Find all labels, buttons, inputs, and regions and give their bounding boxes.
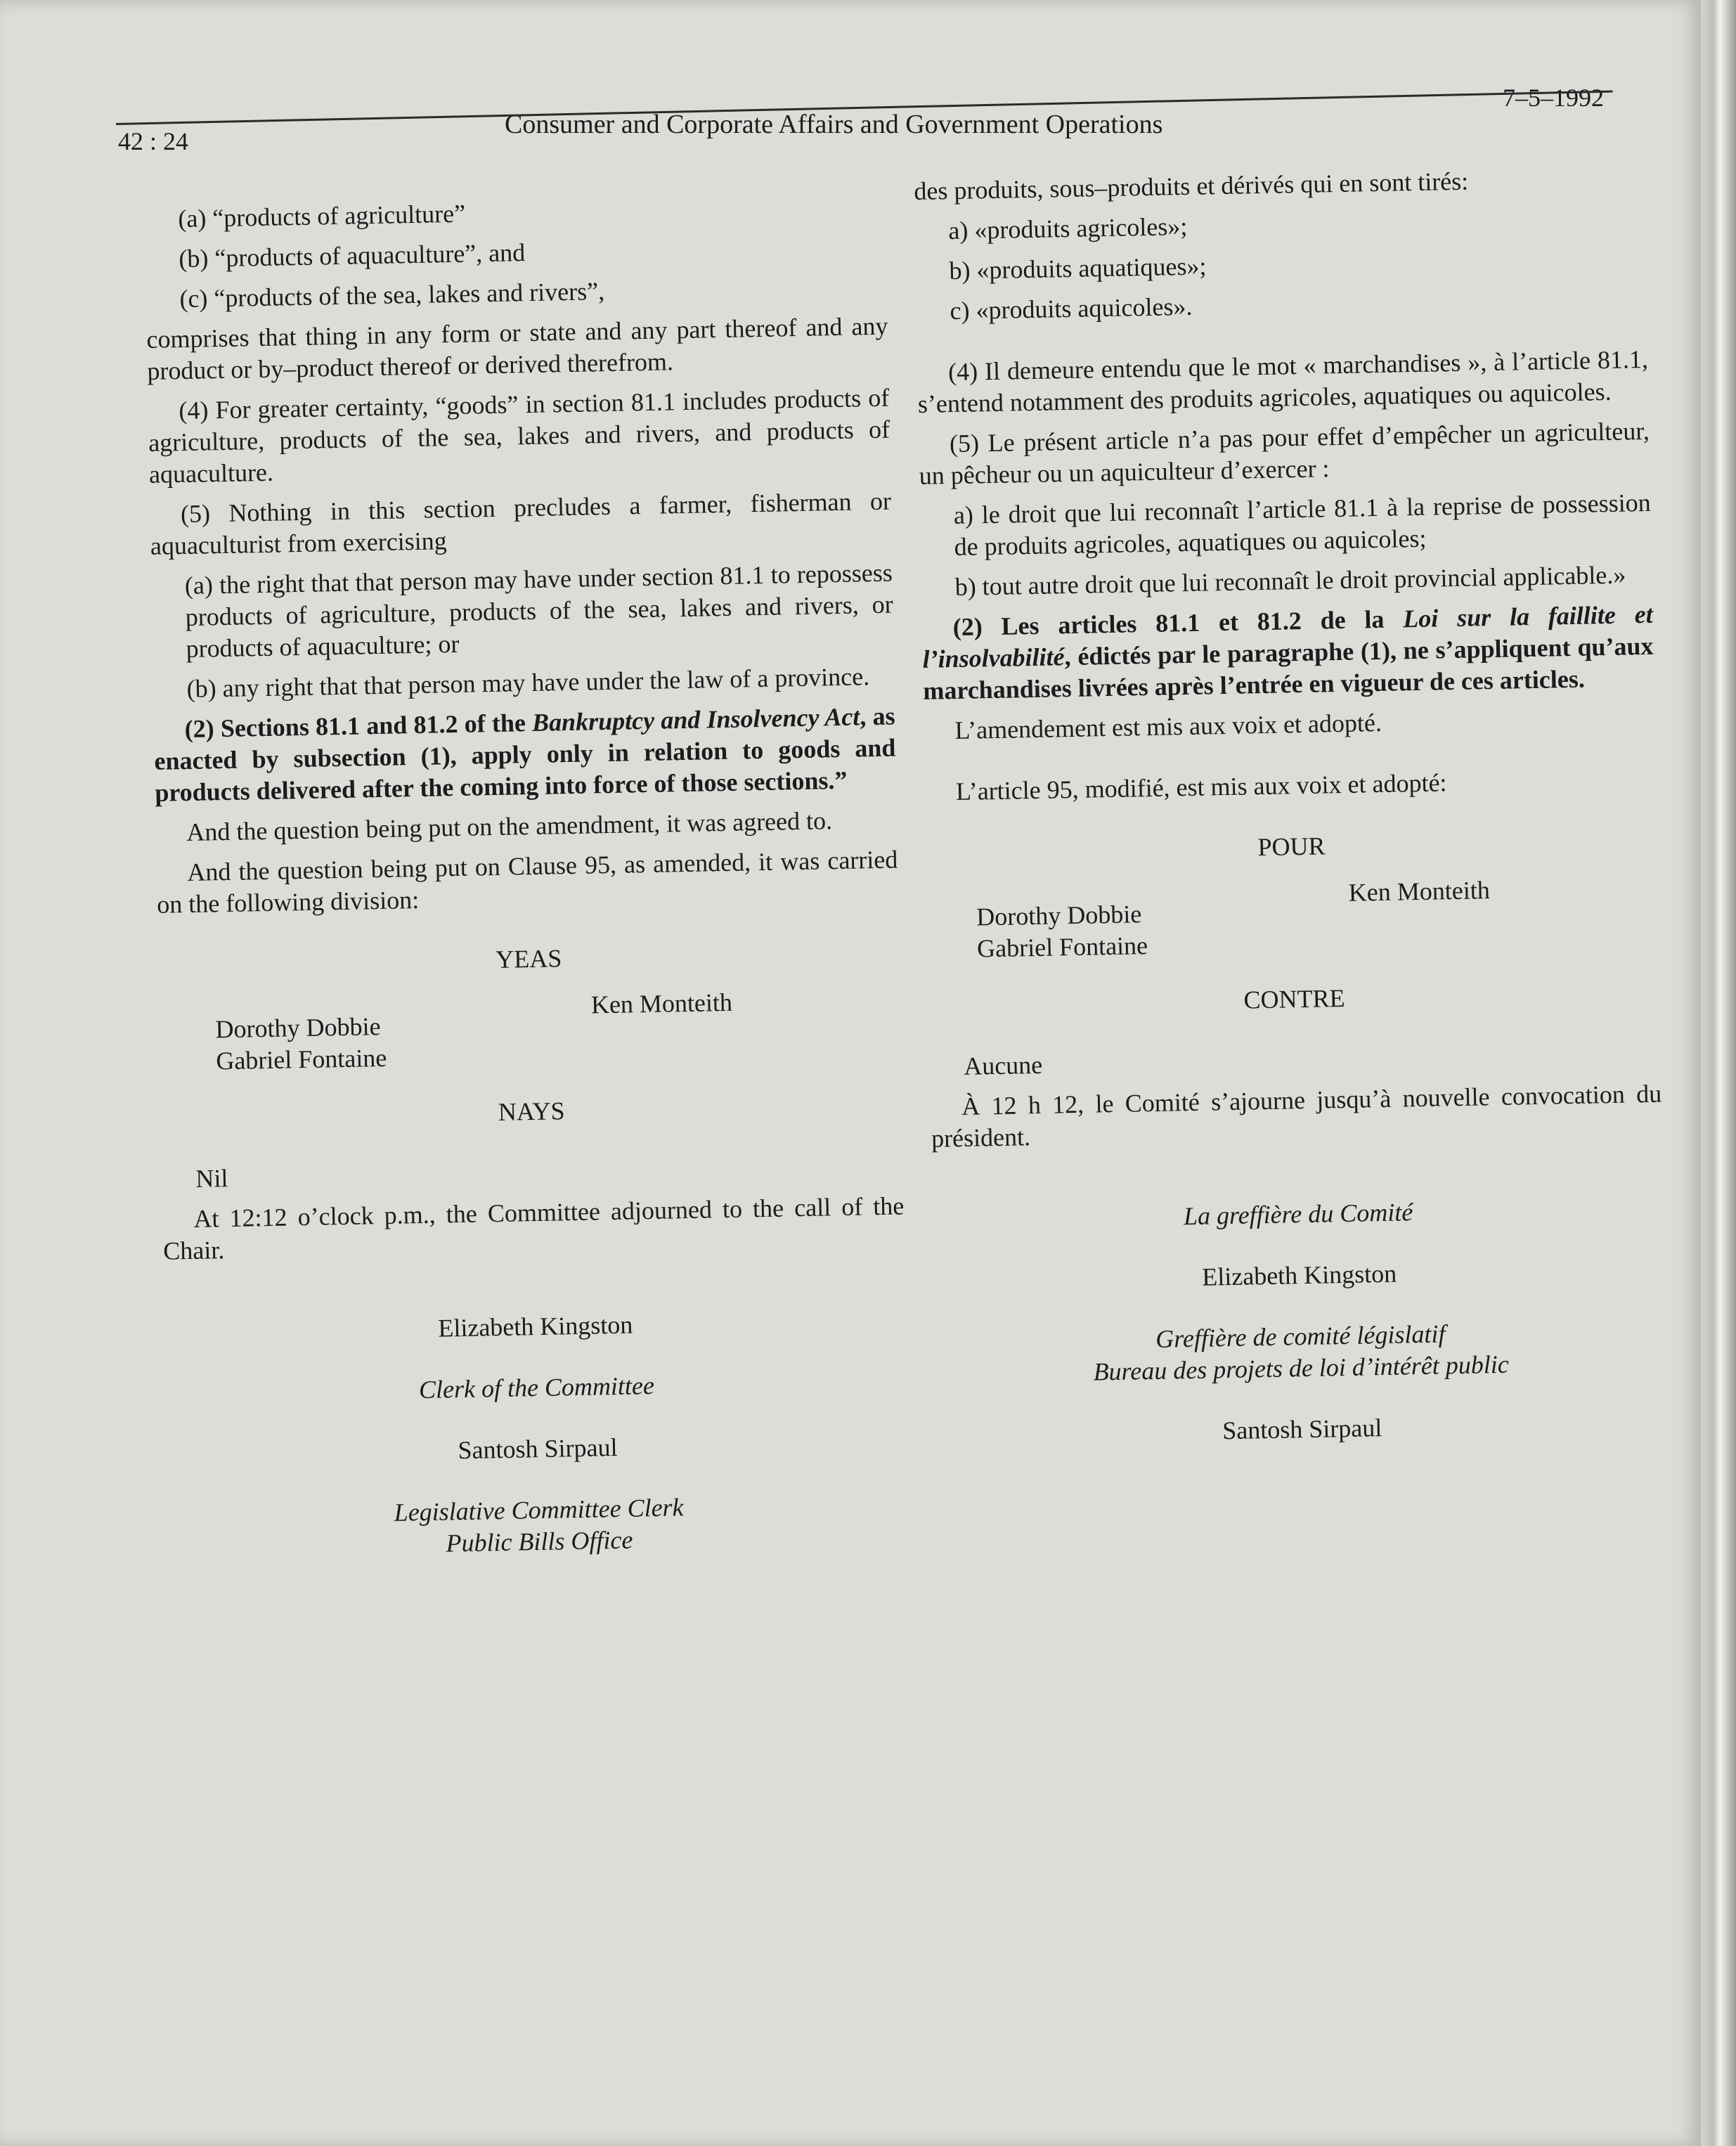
en-section-2 [153, 701, 896, 809]
running-title: Consumer and Corporate Affairs and Government Operations [505, 110, 1163, 139]
en-nays-heading: NAYS [498, 1097, 565, 1126]
fr-pour-3: Ken Monteith [1348, 876, 1491, 907]
en-section-2-start: (2) Sections 81.1 and 81.2 of the [184, 709, 533, 744]
french-column [914, 162, 1668, 1461]
page-date: 7–5–1992 [1503, 84, 1604, 112]
fr-para-4: (4) Il demeure entendu que le mot « marchandises », à l’article 81.1, s’entend notamment des produits agricoles, aquatiques ou aquicoles. [917, 344, 1649, 418]
fr-contre-heading: CONTRE [1243, 983, 1345, 1014]
fr-section-2-end: , édictés par le paragraphe (1), ne s’appliquent qu’aux marchandises livrées après l’entrée en vigueur de ces articles. [923, 631, 1654, 705]
en-yea-1: Dorothy Dobbie [215, 1012, 381, 1044]
en-act-name: Bankruptcy and Insolvency Act [531, 702, 860, 737]
fr-pour-names [926, 865, 1659, 969]
en-comprises: comprises that thing in any form or state and any part thereof and any product or by–product thereof or derived therefrom. [146, 311, 888, 385]
en-adjourn: At 12:12 o’clock p.m., the Committee adjourned to the call of the Chair. [162, 1191, 905, 1265]
fr-item-a: a) «produits agricoles»; [948, 212, 1188, 245]
en-signature-name-2: Santosh Sirpaul [458, 1433, 618, 1465]
fr-adjourn: À 12 h 12, le Comité s’ajourne jusqu’à nouvelle convocation du président. [931, 1079, 1662, 1153]
en-section-2-end: , as enacted by subsection (1), apply only in relation to goods and products delivered after the coming into force of those sections.” [154, 702, 896, 807]
en-item-b: (b) “products of aquaculture”, and [179, 238, 526, 273]
fr-pour-heading: POUR [1257, 832, 1326, 862]
fr-pour-1: Dorothy Dobbie [976, 900, 1142, 931]
fr-act-name: Loi sur la faillite et l’insolvabilité [922, 600, 1653, 673]
en-para-5: (5) Nothing in this section precludes a farmer, fisherman or aquaculturist from exercising [150, 486, 892, 560]
en-nays-value: Nil [195, 1164, 228, 1193]
en-signature-title-2b: Public Bills Office [446, 1525, 633, 1558]
fr-section-2 [921, 599, 1654, 707]
fr-intro: des produits, sous–produits et dérivés qui en sont tirés: [914, 167, 1469, 205]
en-signature-title-2a: Legislative Committee Clerk [394, 1493, 684, 1527]
fr-para-5: (5) Le présent article n’a pas pour effet d’empêcher un agriculteur, un pêcheur ou un aquiculteur d’exercer : [919, 416, 1650, 490]
fr-pour-2: Gabriel Fontaine [976, 931, 1148, 963]
fr-signature-title-2b: Bureau des projets de loi d’intérêt public [1093, 1350, 1510, 1386]
en-para-5a: (a) the right that that person may have under section 81.1 to repossess products of agriculture, products of the sea, lakes and rivers, or products of aquaculture; or [184, 558, 893, 664]
fr-signature-title: La greffière du Comité [1183, 1198, 1413, 1231]
fr-signature-title-2a: Greffière de comité législatif [1155, 1319, 1446, 1353]
en-para-4: (4) For greater certainty, “goods” in section 81.1 includes products of agriculture, products of the sea, lakes and rivers, and products of aquaculture. [148, 383, 890, 489]
fr-section-2-start: (2) Les articles 81.1 et 81.2 de la [952, 605, 1404, 642]
fr-signature-name-2: Santosh Sirpaul [1222, 1414, 1382, 1445]
fr-signature-name: Elizabeth Kingston [1201, 1259, 1397, 1291]
en-item-a: (a) “products of agriculture” [178, 199, 466, 233]
page-stack-edge [1701, 0, 1736, 2146]
fr-item-b: b) «produits aquatiques»; [949, 252, 1207, 285]
fr-para-5b: b) tout autre droit que lui reconnaît le droit provincial applicable.» [954, 560, 1626, 602]
page-number: 42 : 24 [118, 127, 189, 155]
en-item-c: (c) “products of the sea, lakes and rivers”, [179, 277, 605, 314]
en-yeas-names [159, 976, 902, 1081]
en-signature-name: Elizabeth Kingston [438, 1310, 633, 1343]
en-para-5b: (b) any right that that person may have under the law of a province. [186, 662, 870, 704]
en-amendment-agreed: And the question being put on the amendment, it was agreed to. [186, 806, 833, 847]
fr-amendment-agreed: L’amendement est mis aux voix et adopté. [954, 708, 1382, 745]
fr-para-5a: a) le droit que lui reconnaît l’article 81.1 à la reprise de possession de produits agricoles, aquatiques ou aquicoles; [953, 488, 1652, 562]
english-column [144, 190, 911, 1573]
fr-clause-95: L’article 95, modifié, est mis aux voix et adopté: [955, 768, 1447, 806]
en-clause-95: And the question being put on Clause 95, as amended, it was carried on the following division: [156, 845, 898, 919]
fr-item-c: c) «produits aquicoles». [950, 292, 1193, 325]
en-yea-2: Gabriel Fontaine [215, 1043, 387, 1075]
en-yeas-heading: YEAS [495, 944, 562, 974]
fr-contre-value: Aucune [963, 1050, 1043, 1080]
en-yea-3: Ken Monteith [590, 988, 733, 1019]
en-signature-title: Clerk of the Committee [418, 1371, 655, 1404]
